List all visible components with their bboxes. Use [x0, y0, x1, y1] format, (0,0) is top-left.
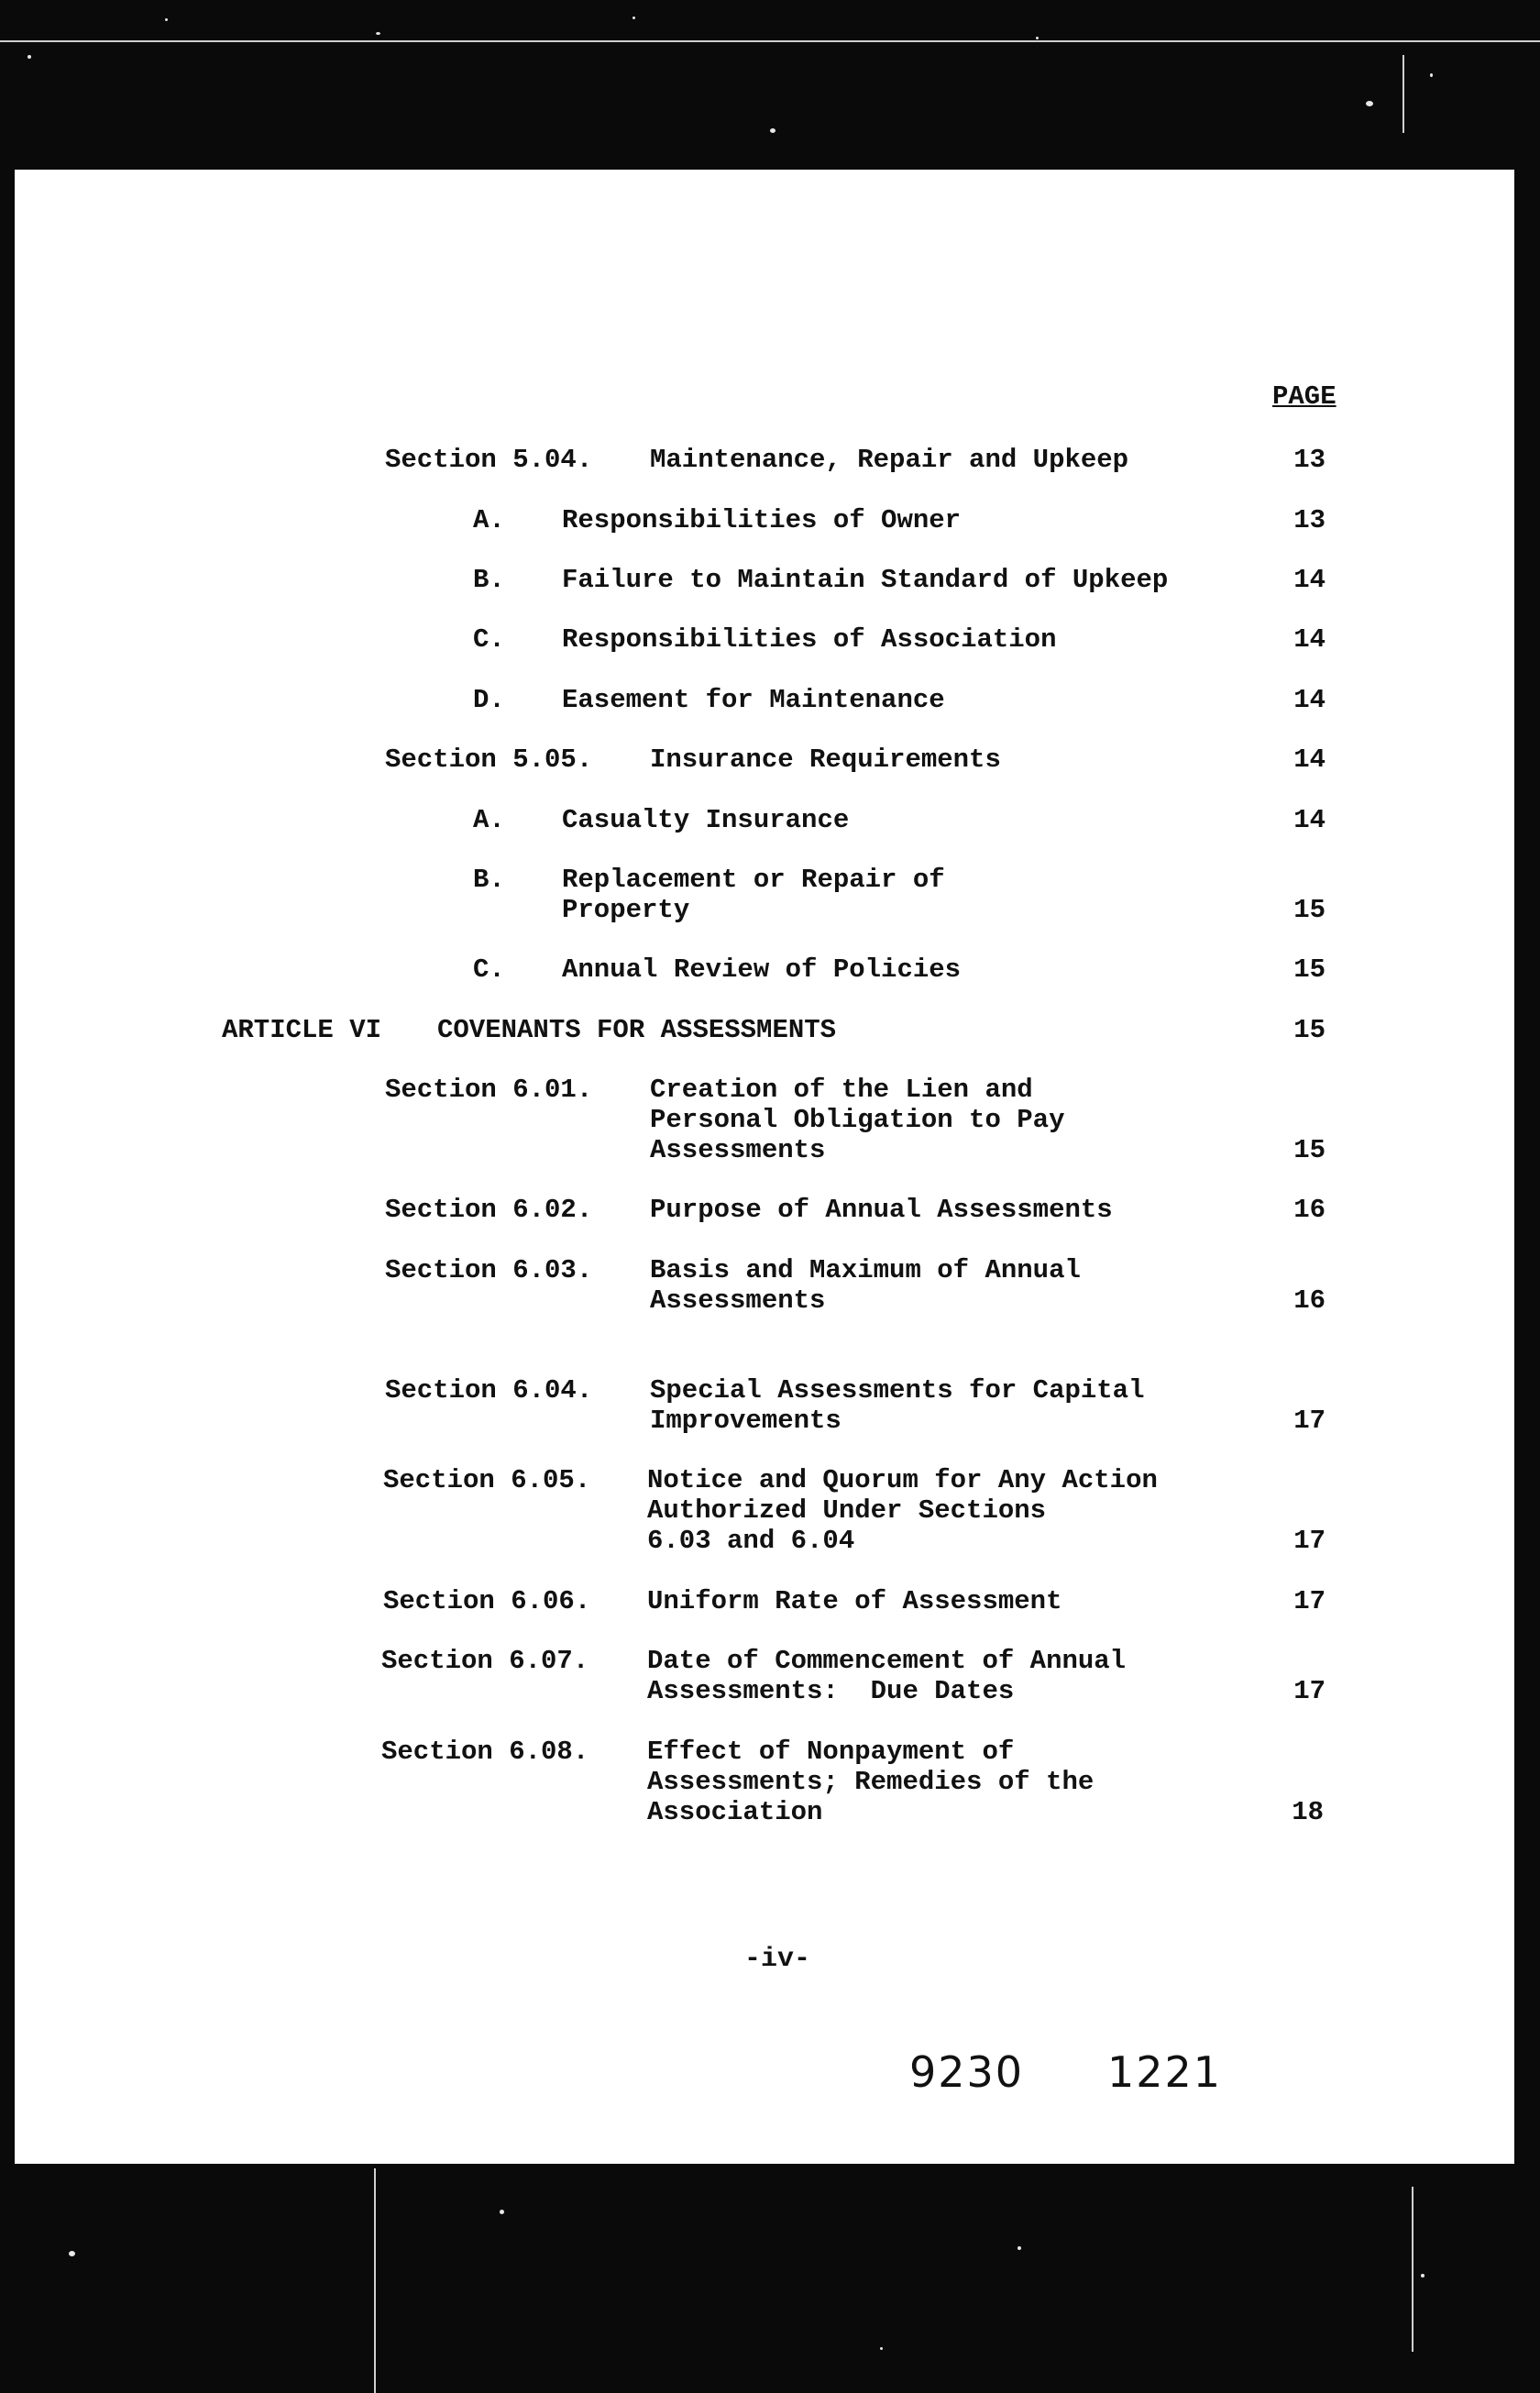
toc-entry-page: 17: [1293, 1526, 1326, 1556]
toc-entry-page: 17: [1293, 1586, 1326, 1616]
scan-speck: [1421, 2274, 1424, 2277]
toc-entry-title-line: Association: [647, 1797, 823, 1827]
toc-entry-page: 14: [1293, 565, 1326, 595]
toc-entry-title: Annual Review of Policies: [562, 954, 962, 985]
toc-entry-title-line: Improvements: [650, 1406, 842, 1436]
toc-entry-number: A.: [473, 805, 505, 835]
toc-entry-number: Section 6.06.: [383, 1586, 591, 1616]
toc-entry-number: Section 6.05.: [383, 1465, 591, 1495]
toc-entry-title-line: Basis and Maximum of Annual: [650, 1255, 1081, 1285]
toc-entry-page: 14: [1293, 685, 1326, 715]
scan-speck: [500, 2210, 504, 2214]
scan-speck: [632, 17, 635, 19]
toc-entry-title-line: Assessments: Due Dates: [647, 1676, 1015, 1706]
toc-entry-page: 15: [1293, 895, 1326, 925]
toc-entry-title: Responsibilities of Association: [562, 624, 1057, 655]
toc-entry-title-line: Authorized Under Sections: [647, 1495, 1047, 1526]
toc-entry-title-line: Creation of the Lien and: [650, 1075, 1033, 1105]
toc-entry-number: D.: [473, 685, 505, 715]
toc-entry-page: 15: [1293, 1135, 1326, 1165]
toc-entry-page: 16: [1293, 1285, 1326, 1316]
toc-entry-title: Easement for Maintenance: [562, 685, 945, 715]
toc-entry-number: Section 6.03.: [385, 1255, 593, 1285]
scan-speck: [770, 128, 776, 133]
toc-entry-title-line: Assessments: [650, 1135, 826, 1165]
toc-entry-page: 18: [1292, 1797, 1324, 1827]
toc-entry-title-line: Effect of Nonpayment of: [647, 1737, 1015, 1767]
toc-entry-title: Maintenance, Repair and Upkeep: [650, 445, 1129, 475]
toc-entry-number: Section 6.01.: [385, 1075, 593, 1105]
toc-entry-title-line: 6.03 and 6.04: [647, 1526, 855, 1556]
toc-entry-number: Section 6.04.: [385, 1375, 593, 1406]
scan-speck: [1036, 37, 1039, 39]
toc-entry-number: Section 6.07.: [381, 1646, 589, 1676]
scan-speck: [376, 32, 380, 35]
toc-entry-page: 15: [1293, 1015, 1326, 1045]
toc-entry-number: Section 5.05.: [385, 744, 593, 775]
toc-entry-number: C.: [473, 954, 505, 985]
scan-scratch: [1412, 2187, 1414, 2352]
toc-entry-page: 14: [1293, 744, 1326, 775]
toc-entry-title-line: Assessments; Remedies of the: [647, 1767, 1094, 1797]
toc-entry-number: C.: [473, 624, 505, 655]
toc-entry-title-line: Property: [562, 895, 690, 925]
toc-entry-title: Purpose of Annual Assessments: [650, 1195, 1113, 1225]
toc-entry-title-line: Personal Obligation to Pay: [650, 1105, 1065, 1135]
toc-entry-title-line: Special Assessments for Capital: [650, 1375, 1145, 1406]
toc-entry-title-line: Date of Commencement of Annual: [647, 1646, 1127, 1676]
page-column-header: PAGE: [1272, 381, 1336, 412]
scan-speck: [28, 55, 31, 59]
scan-scratch: [374, 2168, 376, 2393]
toc-entry-number: A.: [473, 505, 505, 535]
toc-entry-number: B.: [473, 565, 505, 595]
toc-entry-number: B.: [473, 865, 505, 895]
toc-entry-page: 15: [1293, 954, 1326, 985]
toc-entry-title: Uniform Rate of Assessment: [647, 1586, 1062, 1616]
scan-speck: [1366, 101, 1373, 106]
toc-entry-title-line: Replacement or Repair of: [562, 865, 945, 895]
toc-entry-number: Section 6.02.: [385, 1195, 593, 1225]
scan-scratch: [1402, 55, 1404, 133]
toc-entry-number: Section 6.08.: [381, 1737, 589, 1767]
scan-scratch: [0, 40, 1540, 42]
toc-entry-page: 17: [1293, 1406, 1326, 1436]
scan-speck: [69, 2251, 75, 2256]
scan-speck: [1018, 2246, 1021, 2250]
document-page: [15, 170, 1514, 2164]
toc-entry-page: 13: [1293, 505, 1326, 535]
toc-entry-title: Responsibilities of Owner: [562, 505, 962, 535]
toc-article-title: COVENANTS FOR ASSESSMENTS: [437, 1015, 837, 1045]
toc-entry-title: Casualty Insurance: [562, 805, 850, 835]
scan-speck: [880, 2347, 883, 2350]
toc-entry-page: 16: [1293, 1195, 1326, 1225]
toc-entry-title: Insurance Requirements: [650, 744, 1001, 775]
scan-speck: [165, 18, 168, 21]
toc-entry-page: 13: [1293, 445, 1326, 475]
toc-entry-page: 17: [1293, 1676, 1326, 1706]
toc-entry-title-line: Assessments: [650, 1285, 826, 1316]
toc-article-number: ARTICLE VI: [222, 1015, 382, 1045]
toc-entry-page: 14: [1293, 624, 1326, 655]
scan-speck: [1430, 73, 1433, 77]
stamp-number-left: 9230: [909, 2047, 1025, 2097]
stamp-number-right: 1221: [1107, 2047, 1223, 2097]
toc-entry-title: Failure to Maintain Standard of Upkeep: [562, 565, 1169, 595]
page-folio: -iv-: [744, 1944, 811, 1975]
toc-entry-page: 14: [1293, 805, 1326, 835]
toc-entry-title-line: Notice and Quorum for Any Action: [647, 1465, 1158, 1495]
toc-entry-number: Section 5.04.: [385, 445, 593, 475]
